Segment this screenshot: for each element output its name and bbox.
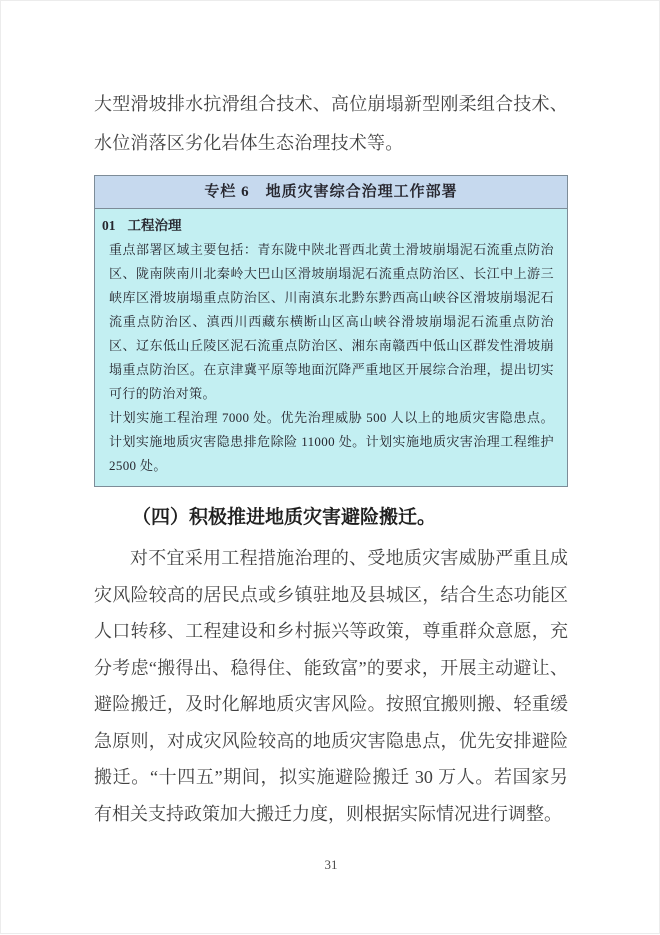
panel-body <box>95 209 567 486</box>
panel-item-title: 工程治理 <box>127 218 182 233</box>
section-heading: （四）积极推进地质灾害避险搬迁。 <box>132 507 437 528</box>
section-paragraph: 对不宜采用工程措施治理的、受地质灾害威胁严重且成灾风险较高的居民点或乡镇驻地及县城区，结合生态功能区人口转移、工程建设和乡村振兴等政策，尊重群众意愿，充分考虑“搬得出、稳得住、能致富”的要求，开展主动避让、避险搬迁，及时化解地质灾害风险。按照宜搬则搬、轻重缓急原则，对成灾风险较高的地质灾害隐患点，优先安排避险搬迁。“十四五”期间，拟实施避险搬迁 30 万人。若国家另有相关支持政策加大搬迁力度，则根据实际情况进行调整。 <box>94 548 568 824</box>
page-number: 31 <box>324 857 338 872</box>
panel-title: 专栏 6 地质灾害综合治理工作部署 <box>95 176 567 209</box>
intro-paragraph: 大型滑坡排水抗滑组合技术、高位崩塌新型刚柔组合技术、水位消落区劣化岩体生态治理技术等。 <box>94 94 568 153</box>
panel-item-row <box>102 213 554 238</box>
panel-paragraph: 计划实施工程治理 7000 处。优先治理威胁 500 人以上的地质灾害隐患点。计划实施地质灾害隐患排危除险 11000 处。计划实施地质灾害治理工程维护 2500 处。 <box>109 410 554 473</box>
document-page <box>1 1 660 935</box>
panel-item-number: 01 <box>102 218 116 233</box>
column-panel-6 <box>94 175 568 487</box>
panel-paragraph: 重点部署区域主要包括：青东陇中陕北晋西北黄土滑坡崩塌泥石流重点防治区、陇南陕南川北秦岭大巴山区滑坡崩塌泥石流重点防治区、长江中上游三峡库区滑坡崩塌重点防治区、川南滇东北黔东黔西高山峡谷区滑坡崩塌泥石流重点防治区、滇西川西藏东横断山区高山峡谷滑坡崩塌泥石流重点防治区、辽东低山丘陵区泥石流重点防治区、湘东南赣西中低山区群发性滑坡崩塌重点防治区。在京津冀平原等地面沉降严重地区开展综合治理，提出切实可行的防治对策。 <box>109 242 554 401</box>
